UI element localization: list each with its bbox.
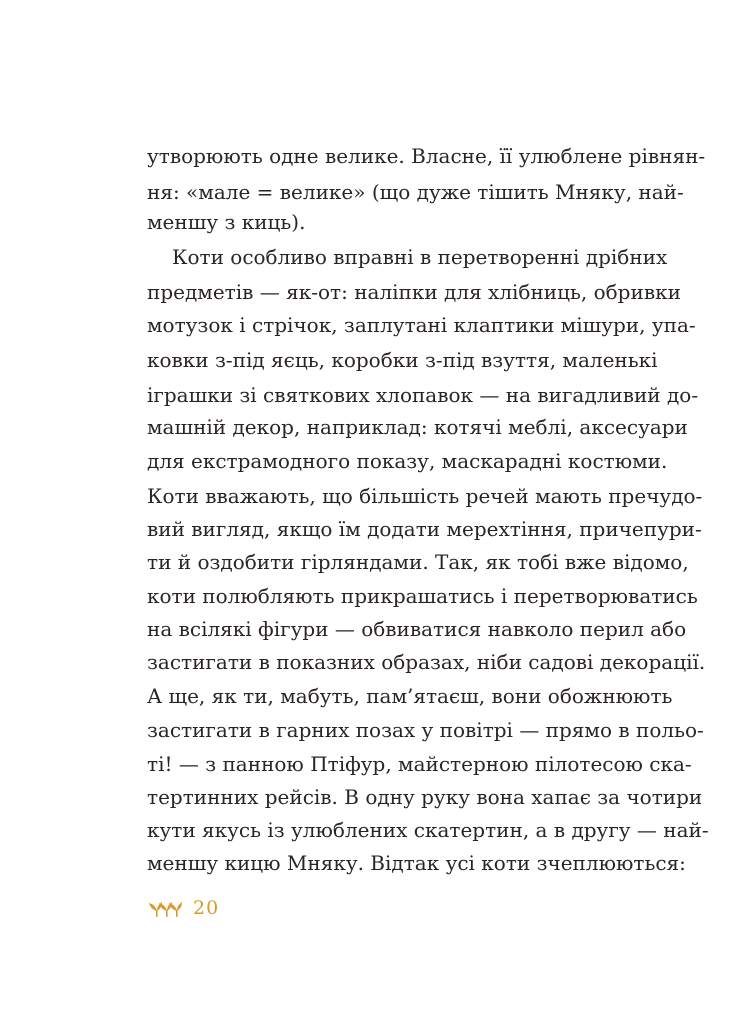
text-line: утворюють одне велике. Власне, її улюблене рівнян- [147, 144, 706, 168]
text-line: ня: «мале = велике» (що дуже тішить Мняку, най- [147, 180, 684, 204]
text-line: для екстрамодного показу, маскарадні костюми. [147, 449, 668, 473]
text-line: на всілякі фігури — обвиватися навколо перил або [147, 617, 687, 641]
text-line: ти й оздобити гірляндами. Так, як тобі вже відомо, [147, 550, 689, 574]
wheat-ears-icon [147, 897, 183, 919]
text-line: машній декор, наприклад: котячі меблі, аксесуари [147, 415, 688, 439]
text-line: ковки з-під яєць, коробки з-під взуття, маленькі [147, 348, 658, 372]
text-line: застигати в показних образах, ніби садові декорації. [147, 650, 706, 674]
text-line: кути якусь із улюблених скатертин, а в другу — най- [147, 818, 709, 842]
text-line: ті! — з панною Птіфур, майстерною пілотесою ска- [147, 752, 692, 776]
text-line: мотузок і стрічок, заплутані клаптики мішури, упа- [147, 313, 696, 337]
text-line: меншу з киць). [147, 210, 306, 234]
text-line: іграшки зі святкових хлопавок — на вигадливий до- [147, 383, 699, 407]
text-line: коти полюбляють прикрашатись і перетворюватись [147, 584, 698, 608]
page-footer [147, 893, 219, 923]
page-number: 20 [193, 897, 220, 919]
text-line: предметів — як-от: наліпки для хлібниць, обривки [147, 280, 681, 304]
text-line: Коти вважають, що більшість речей мають пречудо- [147, 484, 703, 508]
text-line: вий вигляд, якщо їм додати мерехтіння, причепури- [147, 517, 702, 541]
text-line: меншу кицю Мняку. Відтак усі коти зчеплюються: [147, 851, 686, 875]
text-line: А ще, як ти, мабуть, пам’ятаєш, вони обожнюють [147, 684, 673, 708]
text-line: Коти особливо вправні в перетворенні дрібних [172, 245, 668, 269]
text-line: застигати в гарних позах у повітрі — прямо в польо- [147, 718, 704, 742]
text-line: тертинних рейсів. В одну руку вона хапає за чотири [147, 785, 703, 809]
